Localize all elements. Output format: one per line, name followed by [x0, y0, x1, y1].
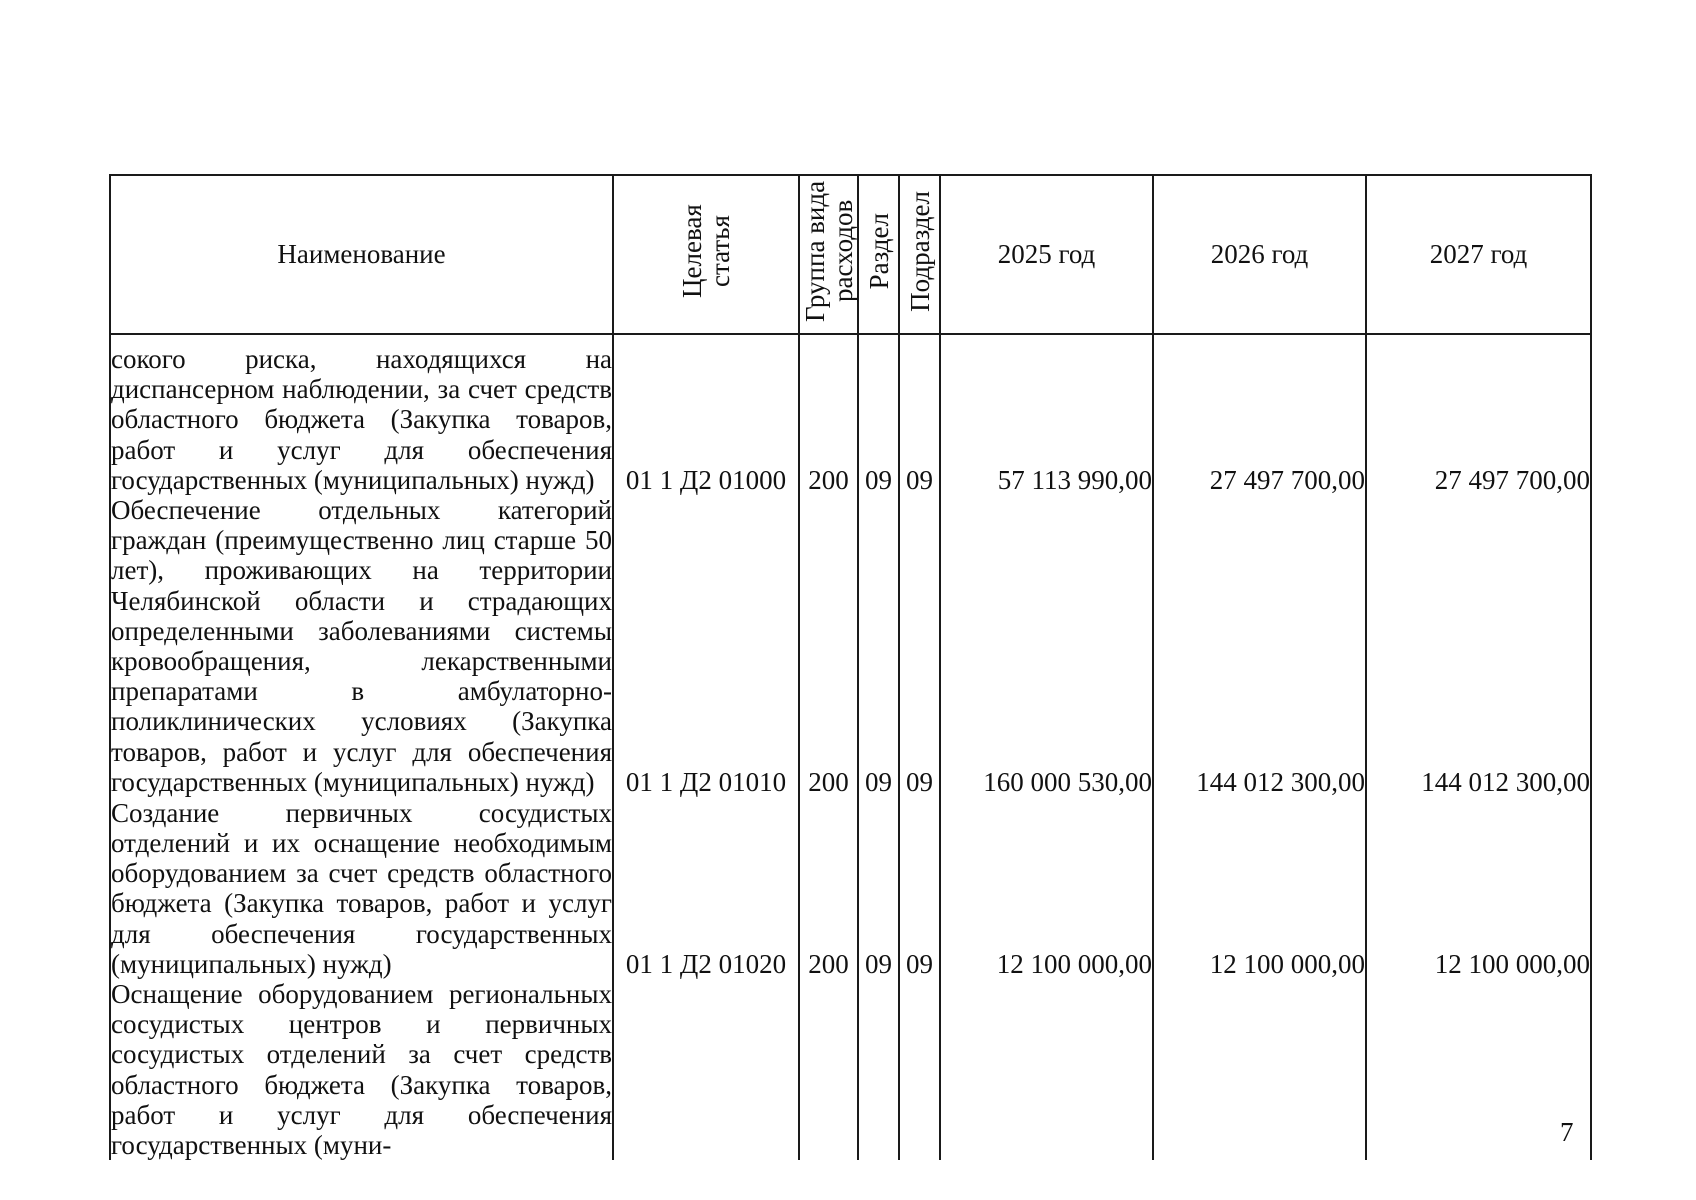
table-row [110, 797, 1591, 979]
header-name: Наименование [110, 175, 613, 334]
header-target: Целевая статья [613, 175, 799, 334]
row-section: 09 [858, 797, 899, 979]
row-target: 01 1 Д2 01010 [613, 495, 799, 797]
header-2026: 2026 год [1153, 175, 1366, 334]
row-2027: 12 100 000,00 [1366, 797, 1591, 979]
row-2025: 160 000 530,00 [940, 495, 1153, 797]
row-2026: 12 100 000,00 [1153, 797, 1366, 979]
row-group [799, 979, 858, 1160]
budget-table [109, 174, 1592, 1160]
row-name: Создание первичных сосудистых отделений и их оснащение необходимым оборудованием за счет средств областного бюджета (Закупка товаров, работ и услуг для обеспечения государственных (муниципальных) нужд) [111, 797, 612, 979]
table-row [110, 495, 1591, 797]
row-subsection: 09 [899, 334, 940, 495]
table-row [110, 334, 1591, 495]
table-row [110, 979, 1591, 1160]
row-2025: 12 100 000,00 [940, 797, 1153, 979]
row-2025: 57 113 990,00 [940, 334, 1153, 495]
row-section: 09 [858, 334, 899, 495]
header-group: Группа вида расходов [799, 175, 858, 334]
row-2027 [1366, 979, 1591, 1160]
row-section: 09 [858, 495, 899, 797]
row-group: 200 [799, 334, 858, 495]
header-2025: 2025 год [940, 175, 1153, 334]
header-subsection: Подраздел [899, 175, 940, 334]
row-section [858, 979, 899, 1160]
row-2026: 144 012 300,00 [1153, 495, 1366, 797]
row-target [613, 979, 799, 1160]
header-section: Раздел [858, 175, 899, 334]
page-number: 7 [1560, 1117, 1574, 1147]
row-2025 [940, 979, 1153, 1160]
row-2027: 27 497 700,00 [1366, 334, 1591, 495]
row-2026 [1153, 979, 1366, 1160]
row-name: сокого риска, находящихся на диспансерном наблюдении, за счет средств областного бюджета (Закупка товаров, работ и услуг для обеспечения государственных (муниципальных) нужд) [110, 334, 613, 495]
row-subsection: 09 [899, 797, 940, 979]
row-name: Оснащение оборудованием региональных сосудистых центров и первичных сосудистых отделений за счет средств областного бюджета (Закупка товаров, работ и услуг для обеспечения государственных (муни- [111, 979, 612, 1161]
row-subsection: 09 [899, 495, 940, 797]
row-group: 200 [799, 797, 858, 979]
row-target: 01 1 Д2 01020 [613, 797, 799, 979]
table-header-row [110, 175, 1591, 334]
row-name: Обеспечение отдельных категорий граждан (преимущественно лиц старше 50 лет), проживающих на территории Челябинской области и страдающих определенными заболеваниями системы кровообращения, лекарственными препаратами в амбулаторно-поликлинических условиях (Закупка товаров, работ и услуг для обеспечения государственных (муниципальных) нужд) [111, 495, 612, 797]
row-target: 01 1 Д2 01000 [613, 334, 799, 495]
row-2027: 144 012 300,00 [1366, 495, 1591, 797]
row-group: 200 [799, 495, 858, 797]
header-2027: 2027 год [1366, 175, 1591, 334]
row-subsection [899, 979, 940, 1160]
row-2026: 27 497 700,00 [1153, 334, 1366, 495]
